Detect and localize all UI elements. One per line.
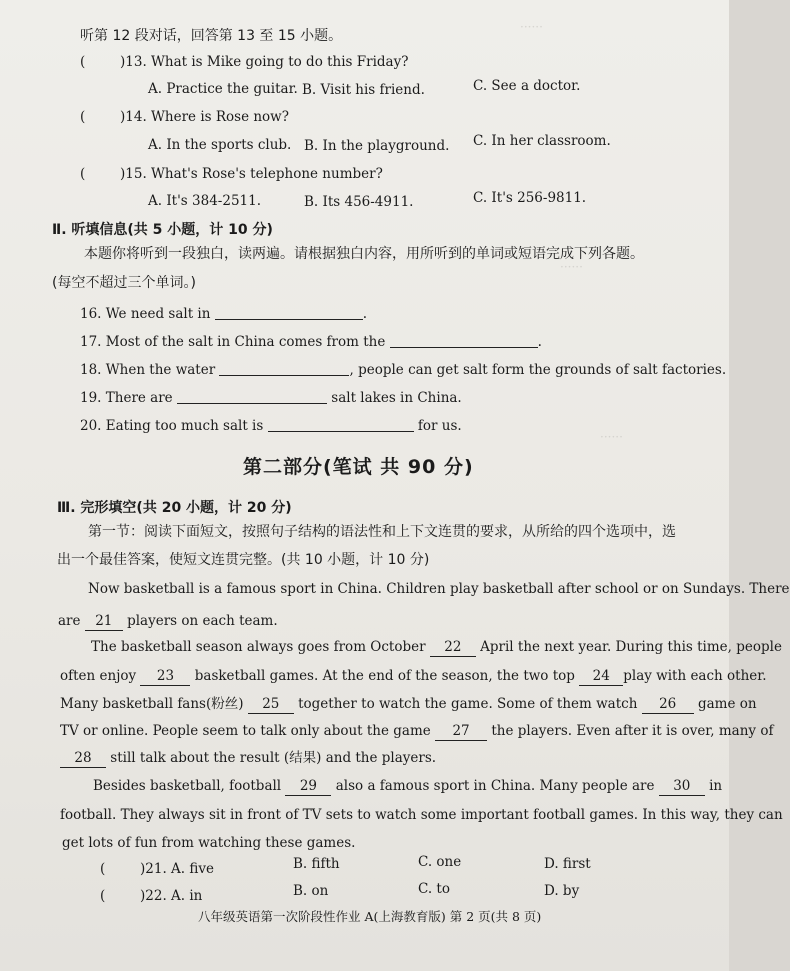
passage-text: together to watch the game. Some of them watch	[298, 696, 638, 712]
option-c: C. See a doctor.	[473, 78, 581, 94]
option-row-21	[100, 860, 214, 878]
answer-paren: (	[80, 166, 86, 182]
page-footer: 八年级英语第一次阶段性作业 A(上海教育版) 第 2 页(共 8 页)	[198, 909, 542, 924]
option-a: A. Practice the guitar.	[148, 81, 298, 97]
answer-paren: (	[80, 54, 86, 70]
cloze-blank-29[interactable]: 29	[285, 777, 331, 796]
cloze-blank-26[interactable]: 26	[642, 695, 694, 714]
passage-text: in	[709, 778, 723, 794]
passage-line: get lots of fun from watching these games.	[62, 835, 356, 851]
passage-text: often enjoy	[60, 668, 137, 684]
item-text: .	[362, 306, 368, 322]
option-a: )21. A. five	[140, 861, 214, 877]
passage-text: are	[58, 613, 81, 629]
section-2-instruction: 本题你将听到一段独白，读两遍。请根据独白内容，用所听到的单词或短语完成下列各题。	[84, 246, 644, 262]
option-c: C. It's 256-9811.	[473, 190, 587, 206]
option-row-22	[100, 887, 202, 905]
cloze-blank-21[interactable]: 21	[85, 612, 123, 631]
option-a: A. It's 384-2511.	[148, 193, 261, 209]
option-c: C. In her classroom.	[473, 133, 611, 149]
passage-text: Many basketball fans(粉丝)	[60, 696, 244, 712]
answer-blank[interactable]	[268, 417, 414, 432]
item-text: 20. Eating too much salt is	[80, 418, 264, 434]
passage-line: Now basketball is a famous sport in China. Children play basketball after school or on Sundays. There	[88, 581, 790, 597]
option-a: A. In the sports club.	[148, 137, 292, 153]
passage-line	[60, 695, 757, 714]
option-b: B. Its 456-4911.	[304, 194, 414, 210]
option-b: B. on	[293, 883, 329, 899]
passage-text: TV or online. People seem to talk only about the game	[60, 723, 431, 739]
cloze-blank-27[interactable]: 27	[435, 722, 487, 741]
passage-text: play with each other.	[623, 668, 767, 684]
question-14	[80, 108, 289, 126]
answer-blank[interactable]	[390, 333, 538, 348]
passage-text: April the next year. During this time, people	[480, 639, 782, 655]
passage-text: basketball games. At the end of the season, the two top	[194, 668, 575, 684]
answer-paren: (	[100, 861, 106, 877]
item-text: , people can get salt form the grounds of salt factories.	[349, 362, 727, 378]
item-text: 17. Most of the salt in China comes from the	[80, 334, 386, 350]
item-text: 19. There are	[80, 390, 173, 406]
cloze-blank-24[interactable]: 24	[579, 667, 623, 686]
passage-line	[60, 749, 436, 768]
question-13	[80, 53, 408, 71]
fill-item-17	[80, 333, 542, 351]
passage-text: the players. Even after it is over, many of	[491, 723, 774, 739]
item-text: salt lakes in China.	[331, 390, 462, 406]
answer-paren: (	[80, 109, 86, 125]
cloze-blank-25[interactable]: 25	[248, 695, 294, 714]
answer-blank[interactable]	[177, 389, 327, 404]
answer-blank[interactable]	[219, 361, 349, 376]
listening-instruction: 听第 12 段对话，回答第 13 至 15 小题。	[80, 28, 343, 44]
passage-text: still talk about the result (结果) and the players.	[110, 750, 437, 766]
bleed-through-text: ······	[600, 430, 623, 444]
cloze-blank-28[interactable]: 28	[60, 749, 106, 768]
passage-line: football. They always sit in front of TV sets to watch some important football games. In this way, they can	[60, 807, 783, 823]
passage-line	[58, 612, 278, 631]
answer-blank[interactable]	[215, 305, 363, 320]
option-c: C. to	[418, 881, 450, 897]
passage-line	[60, 667, 767, 686]
passage-text: The basketball season always goes from October	[91, 639, 426, 655]
cloze-blank-23[interactable]: 23	[140, 667, 190, 686]
fill-item-20	[80, 417, 462, 435]
passage-text: Besides basketball, football	[93, 778, 282, 794]
cloze-blank-22[interactable]: 22	[430, 638, 476, 657]
question-15	[80, 165, 383, 183]
passage-text: game on	[697, 696, 757, 712]
section-2-instruction-note: (每空不超过三个单词。)	[52, 275, 196, 291]
section-3-instruction-cont: 出一个最佳答案，使短文连贯完整。(共 10 小题，计 10 分)	[57, 552, 430, 568]
passage-text: players on each team.	[127, 613, 278, 629]
question-stem: )14. Where is Rose now?	[120, 109, 289, 125]
fill-item-16	[80, 305, 367, 323]
bleed-through-text: ······	[560, 260, 583, 274]
passage-line	[93, 777, 722, 796]
passage-line	[60, 722, 773, 741]
option-b: B. Visit his friend.	[302, 82, 425, 98]
question-stem: )13. What is Mike going to do this Friday?	[120, 54, 409, 70]
option-a: )22. A. in	[140, 888, 203, 904]
bleed-through-text: ······	[520, 20, 543, 34]
fill-item-18	[80, 361, 726, 379]
section-3-instruction: 第一节：阅读下面短文，按照句子结构的语法性和上下文连贯的要求，从所给的四个选项中，选	[88, 524, 676, 540]
option-b: B. fifth	[293, 856, 340, 872]
cloze-blank-30[interactable]: 30	[659, 777, 705, 796]
option-b: B. In the playground.	[304, 138, 450, 154]
option-d: D. by	[544, 883, 580, 899]
passage-line	[91, 638, 782, 657]
section-2-title: Ⅱ. 听填信息(共 5 小题，计 10 分)	[52, 222, 273, 238]
answer-paren: (	[100, 888, 106, 904]
fill-item-19	[80, 389, 462, 407]
part-2-title: 第二部分(笔试 共 90 分)	[243, 456, 474, 478]
item-text: 18. When the water	[80, 362, 216, 378]
item-text: 16. We need salt in	[80, 306, 211, 322]
option-c: C. one	[418, 854, 462, 870]
question-stem: )15. What's Rose's telephone number?	[120, 166, 383, 182]
section-3-title: Ⅲ. 完形填空(共 20 小题，计 20 分)	[57, 500, 292, 516]
option-d: D. first	[544, 856, 591, 872]
passage-text: also a famous sport in China. Many people are	[335, 778, 655, 794]
item-text: .	[537, 334, 542, 350]
item-text: for us.	[417, 418, 462, 434]
